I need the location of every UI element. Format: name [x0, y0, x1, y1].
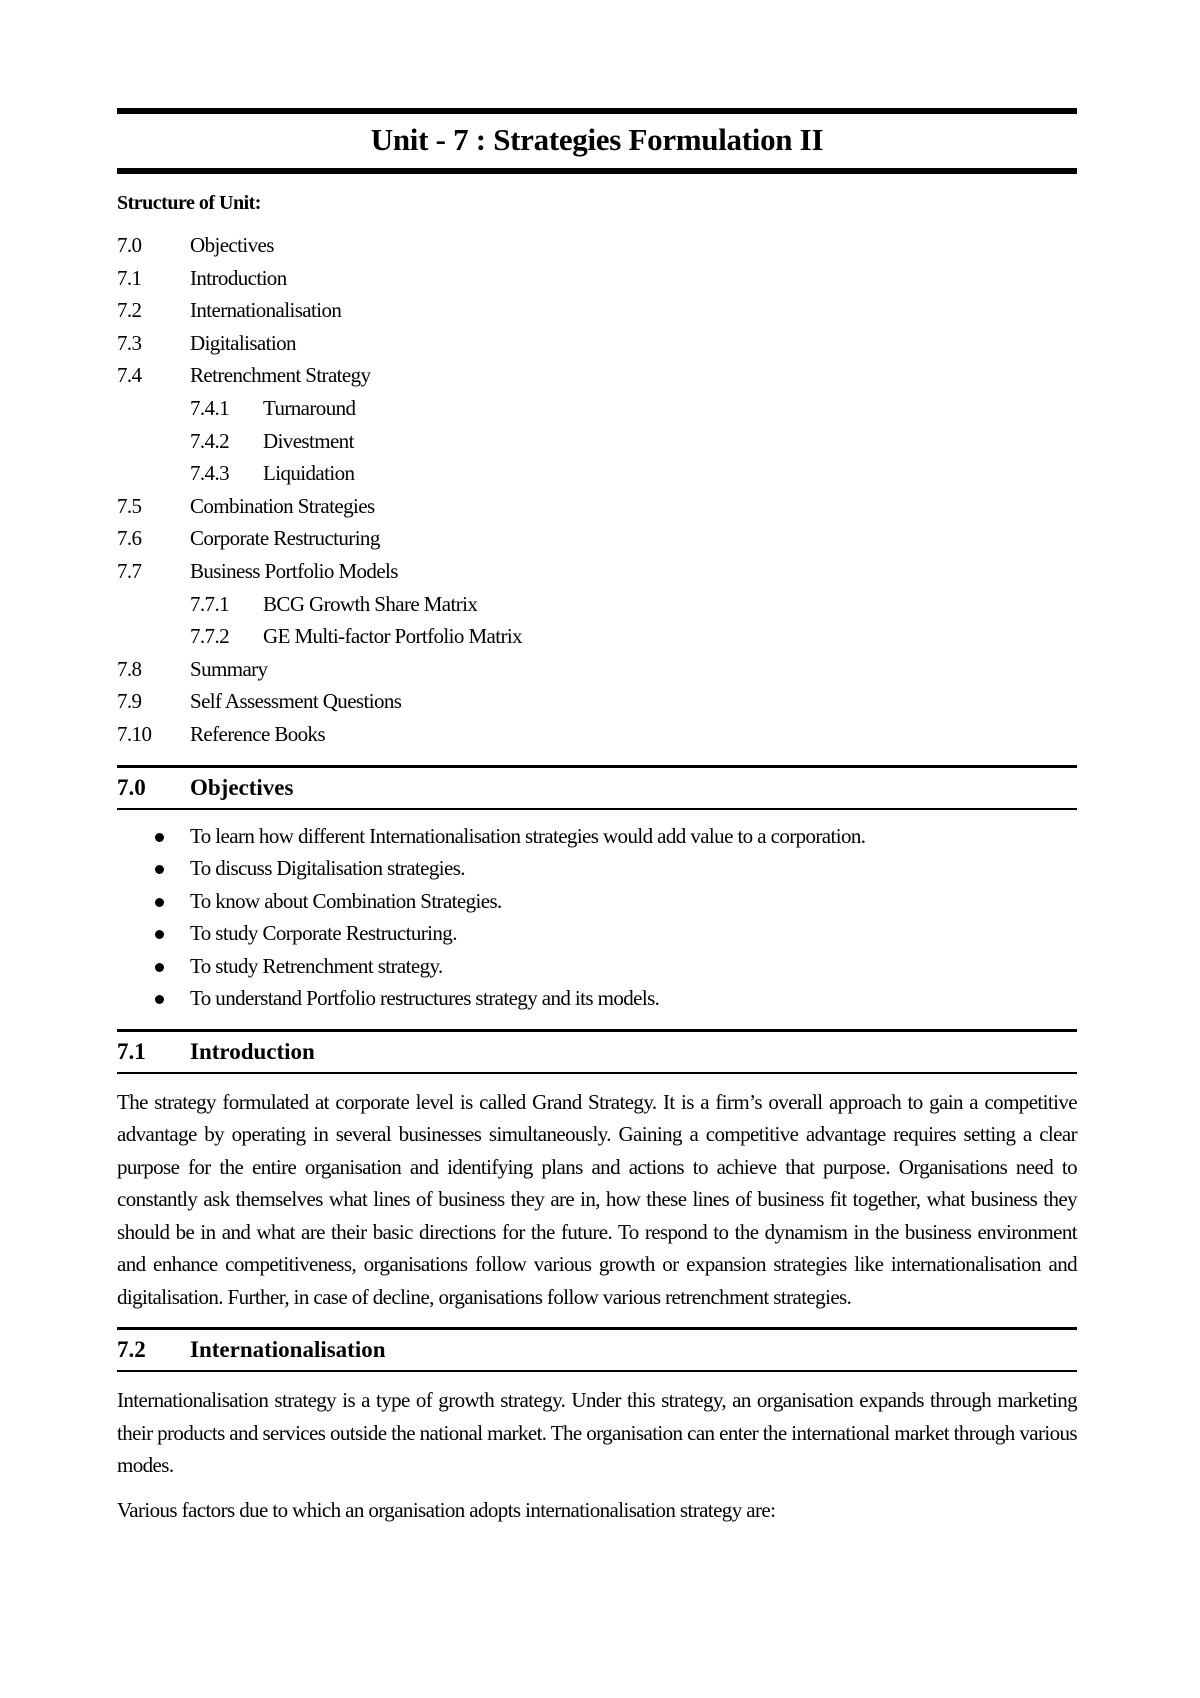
objective-item — [117, 982, 1077, 1015]
toc-item-number: 7.4.3 — [190, 461, 230, 486]
toc-item — [117, 327, 1077, 360]
section-heading — [117, 1032, 1077, 1072]
structure-heading: Structure of Unit: — [117, 192, 261, 214]
objective-item — [117, 820, 1077, 853]
objective-text: To study Corporate Restructuring. — [190, 921, 457, 945]
section-introduction — [117, 1029, 1077, 1314]
toc-item — [117, 718, 1077, 751]
toc-item — [117, 425, 1077, 458]
section-title: Objectives — [190, 774, 294, 800]
section-title: Introduction — [190, 1038, 315, 1064]
bullet-icon — [117, 950, 190, 983]
toc-item-label: Liquidation — [263, 461, 355, 486]
introduction-paragraph: The strategy formulated at corporate level is called Grand Strategy. It is a firm’s overall approach to gain a competitive advantage by operating in several businesses simultaneously. Gaining a competitive advantage requires setting a clear purpose for the entire organisation and identifying plans and actions to achieve that purpose. Organisations need to constantly ask themselves what lines of business they are in, how these lines of business fit together, what business they should be in and what are their basic directions for the future. To respond to the dynamism in the business environment and enhance competitiveness, organisations follow various growth or expansion strategies like internationalisation and digitalisation. Further, in case of decline, organisations follow various retrenchment strategies. — [117, 1089, 1077, 1309]
section-bottom-rule — [117, 1370, 1077, 1372]
toc-item-label: Corporate Restructuring — [190, 526, 380, 551]
toc-item-label: Retrenchment Strategy — [190, 363, 371, 388]
unit-title: Unit - 7 : Strategies Formulation II — [370, 122, 824, 157]
page-content — [117, 108, 1077, 1526]
toc-item-number: 7.4 — [117, 363, 142, 388]
toc-item — [117, 685, 1077, 718]
toc-item-label: Self Assessment Questions — [190, 689, 402, 714]
section-bottom-rule — [117, 1072, 1077, 1074]
section-internationalisation — [117, 1327, 1077, 1526]
toc-item-number: 7.5 — [117, 493, 142, 518]
toc-item-number: 7.1 — [117, 265, 142, 290]
bullet-icon — [117, 917, 190, 950]
toc-item — [117, 522, 1077, 555]
section-title: Internationalisation — [190, 1337, 386, 1362]
toc-item-label: GE Multi-factor Portfolio Matrix — [263, 624, 522, 649]
toc-item-number: 7.10 — [117, 721, 152, 746]
toc-item-number: 7.7.1 — [190, 591, 230, 616]
toc-item — [117, 294, 1077, 327]
toc-item — [117, 262, 1077, 295]
objective-item — [117, 950, 1077, 983]
toc-item-label: Combination Strategies — [190, 493, 375, 518]
toc-item — [117, 620, 1077, 653]
toc-item-number: 7.8 — [117, 656, 142, 681]
internationalisation-factors-intro: Various factors due to which an organisation adopts internationalisation strategy are: — [117, 1497, 776, 1522]
section-bottom-rule — [117, 808, 1077, 810]
toc-item-number: 7.0 — [117, 233, 142, 257]
objective-item — [117, 917, 1077, 950]
toc-item — [117, 490, 1077, 523]
objective-text: To understand Portfolio restructures strategy and its models. — [190, 986, 660, 1010]
toc-item — [117, 392, 1077, 425]
objectives-list — [117, 820, 1077, 1015]
section-heading — [117, 768, 1077, 808]
toc-item-number: 7.3 — [117, 330, 142, 355]
toc-item — [117, 229, 1077, 262]
toc-item-number: 7.7.2 — [190, 624, 230, 649]
section-number: 7.2 — [117, 1337, 146, 1362]
section-number: 7.1 — [117, 1038, 146, 1064]
table-of-contents — [117, 229, 1077, 751]
toc-item-number: 7.9 — [117, 689, 142, 714]
toc-item-label: Introduction — [190, 265, 287, 290]
objective-text: To discuss Digitalisation strategies. — [190, 856, 465, 880]
objective-item — [117, 852, 1077, 885]
toc-item — [117, 555, 1077, 588]
bullet-icon — [117, 820, 190, 853]
toc-item-label: Reference Books — [190, 721, 326, 746]
section-heading — [117, 1330, 1077, 1370]
toc-item-number: 7.2 — [117, 298, 142, 323]
objective-text: To learn how different Internationalisation strategies would add value to a corporation. — [190, 823, 866, 848]
section-number: 7.0 — [117, 774, 146, 800]
toc-item-number: 7.7 — [117, 558, 142, 583]
bullet-icon — [117, 982, 190, 1015]
toc-item — [117, 653, 1077, 686]
bullet-icon — [117, 885, 190, 918]
toc-item-label: Divestment — [263, 428, 354, 453]
toc-item-label: Summary — [190, 656, 268, 681]
title-bottom-rule — [117, 168, 1077, 174]
toc-item-label: Internationalisation — [190, 298, 342, 323]
internationalisation-paragraph: Internationalisation strategy is a type of growth strategy. Under this strategy, an organisation expands through marketing their products and services outside the national market. The organisation can enter the international market through various modes. — [117, 1388, 1077, 1477]
bullet-icon — [117, 852, 190, 885]
toc-item-label: Digitalisation — [190, 330, 296, 355]
toc-item — [117, 359, 1077, 392]
toc-item-number: 7.6 — [117, 526, 142, 551]
toc-item-number: 7.4.2 — [190, 428, 230, 453]
toc-item-label: Objectives — [190, 233, 274, 257]
toc-item-label: BCG Growth Share Matrix — [263, 591, 478, 616]
objective-text: To know about Combination Strategies. — [190, 888, 502, 913]
toc-item-number: 7.4.1 — [190, 395, 230, 420]
toc-item-label: Business Portfolio Models — [190, 558, 398, 583]
section-objectives — [117, 765, 1077, 1015]
objective-text: To study Retrenchment strategy. — [190, 953, 443, 978]
toc-item-label: Turnaround — [263, 395, 356, 420]
toc-item — [117, 588, 1077, 621]
objective-item — [117, 885, 1077, 918]
toc-item — [117, 457, 1077, 490]
